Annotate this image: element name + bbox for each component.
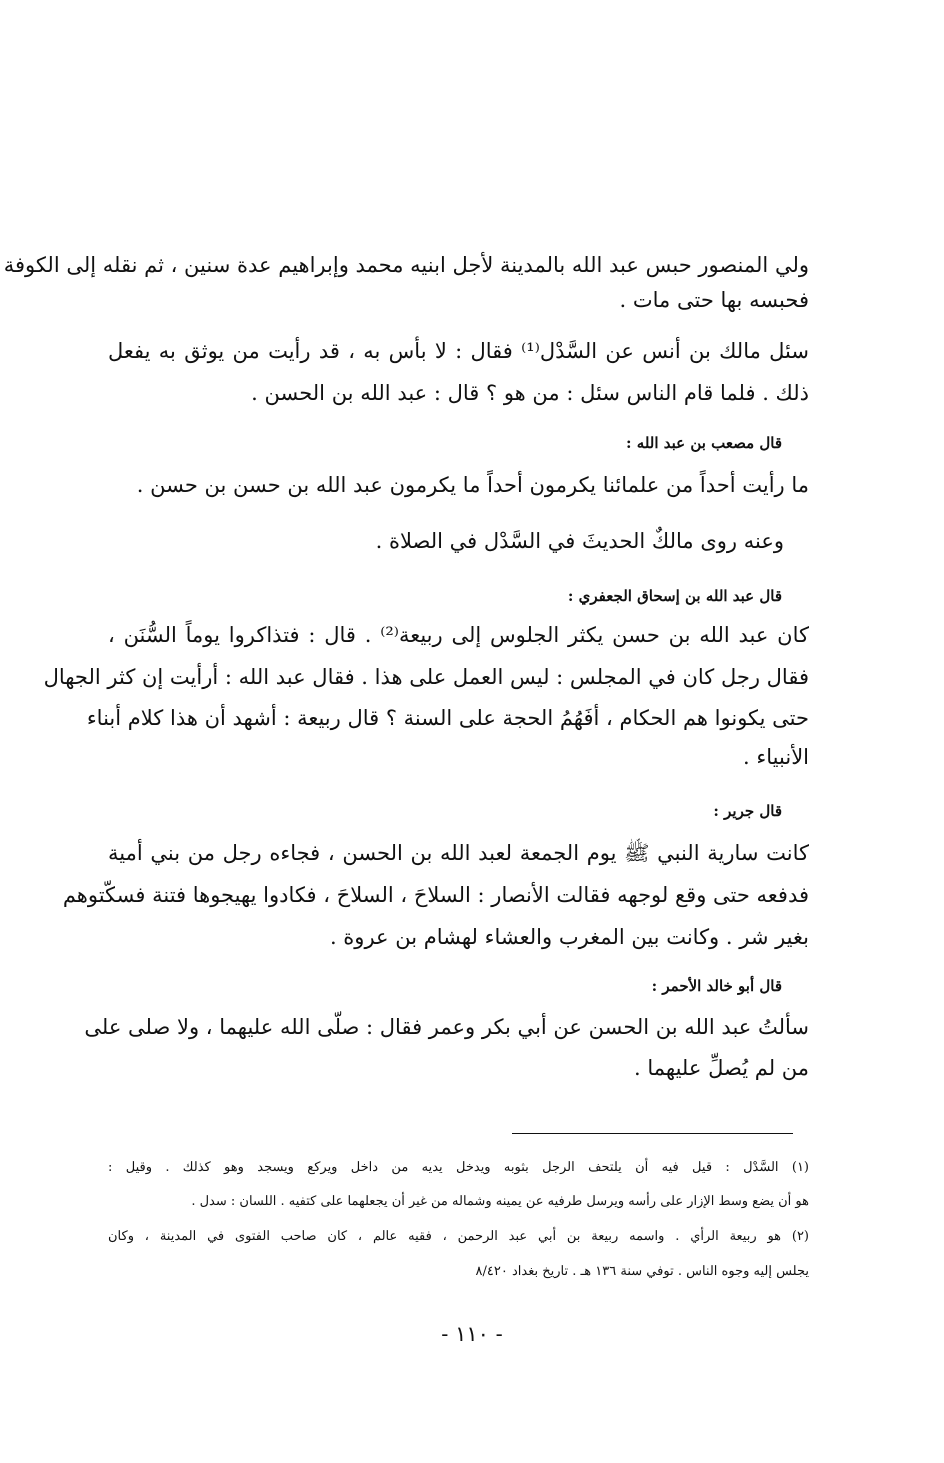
- footnote-line: (٢) هو ربيعة الرأي . واسمه ربيعة بن أبي عبد الرحمن ، فقيه عالم ، كان صاحب الفتوى في المدينة ، وكان: [108, 1229, 809, 1244]
- paragraph-line: سألتُ عبد الله بن الحسن عن أبي بكر وعمر فقال : صلّى الله عليهما ، ولا صلى على: [84, 1015, 809, 1039]
- footnote-line: هو أن يضع وسط الإزار على رأسه ويرسل طرفيه عن يمينه وشماله من غير أن يجعلهما على كتفيه . اللسان : سدل .: [191, 1194, 809, 1209]
- paragraph-line: كان عبد الله بن حسن يكثر الجلوس إلى ربيعة⁽²⁾ . قال : فتذاكروا يوماً السُّنَن ،: [108, 623, 809, 647]
- section-heading: قال عبد الله بن إسحاق الجعفري :: [567, 587, 782, 605]
- paragraph-line: فقال رجل كان في المجلس : ليس العمل على هذا . فقال عبد الله : أرأيت إن كثر الجهال: [43, 665, 809, 689]
- footnote-separator: [512, 1133, 793, 1134]
- section-heading: قال أبو خالد الأحمر :: [651, 977, 782, 995]
- paragraph-line: ولي المنصور حبس عبد الله بالمدينة لأجل ابنيه محمد وإبراهيم عدة سنين ، ثم نقله إلى الكوفة: [3, 253, 809, 277]
- paragraph-line: ما رأيت أحداً من علمائنا يكرمون أحداً ما يكرمون عبد الله بن حسن بن حسن .: [136, 473, 809, 497]
- section-heading: قال مصعب بن عبد الله :: [626, 434, 782, 452]
- paragraph-line: الأنبياء .: [743, 745, 809, 769]
- paragraph-line: من لم يُصلِّ عليهما .: [634, 1056, 809, 1080]
- paragraph-line: حتى يكونوا هم الحكام ، أفَهُمُ الحجة على السنة ؟ قال ربيعة : أشهد أن هذا كلام أبناء: [86, 706, 809, 730]
- page-number: - ١١٠ -: [441, 1322, 503, 1346]
- paragraph-line: فدفعه حتى وقع لوجهه فقالت الأنصار : السلاحَ ، السلاحَ ، فكادوا يهيجوها فتنة فسكّتوهم: [62, 883, 809, 907]
- paragraph-line: ذلك . فلما قام الناس سئل : من هو ؟ قال : عبد الله بن الحسن .: [251, 381, 809, 405]
- footnote-line: يجلس إليه وجوه الناس . توفي سنة ١٣٦ هـ . تاريخ بغداد ٨/٤٢٠: [475, 1264, 809, 1279]
- footnote-line: (١) السَّدْل : قيل فيه أن يلتحف الرجل بثوبه ويدخل يديه من داخل ويركع ويسجد وهو كذلك . وقيل :: [108, 1160, 809, 1175]
- paragraph-line: فحبسه بها حتى مات .: [619, 288, 809, 312]
- paragraph-line: بغير شر . وكانت بين المغرب والعشاء لهشام بن عروة .: [329, 925, 809, 949]
- paragraph-line: سئل مالك بن أنس عن السَّدْل⁽¹⁾ فقال : لا بأس به ، قد رأيت من يوثق به يفعل: [108, 339, 809, 363]
- paragraph-line: كانت سارية النبي ﷺ يوم الجمعة لعبد الله بن الحسن ، فجاءه رجل من بني أمية: [108, 841, 809, 865]
- paragraph-line: وعنه روى مالكٌ الحديثَ في السَّدْل في الصلاة .: [375, 529, 784, 553]
- section-heading: قال جرير :: [713, 802, 782, 820]
